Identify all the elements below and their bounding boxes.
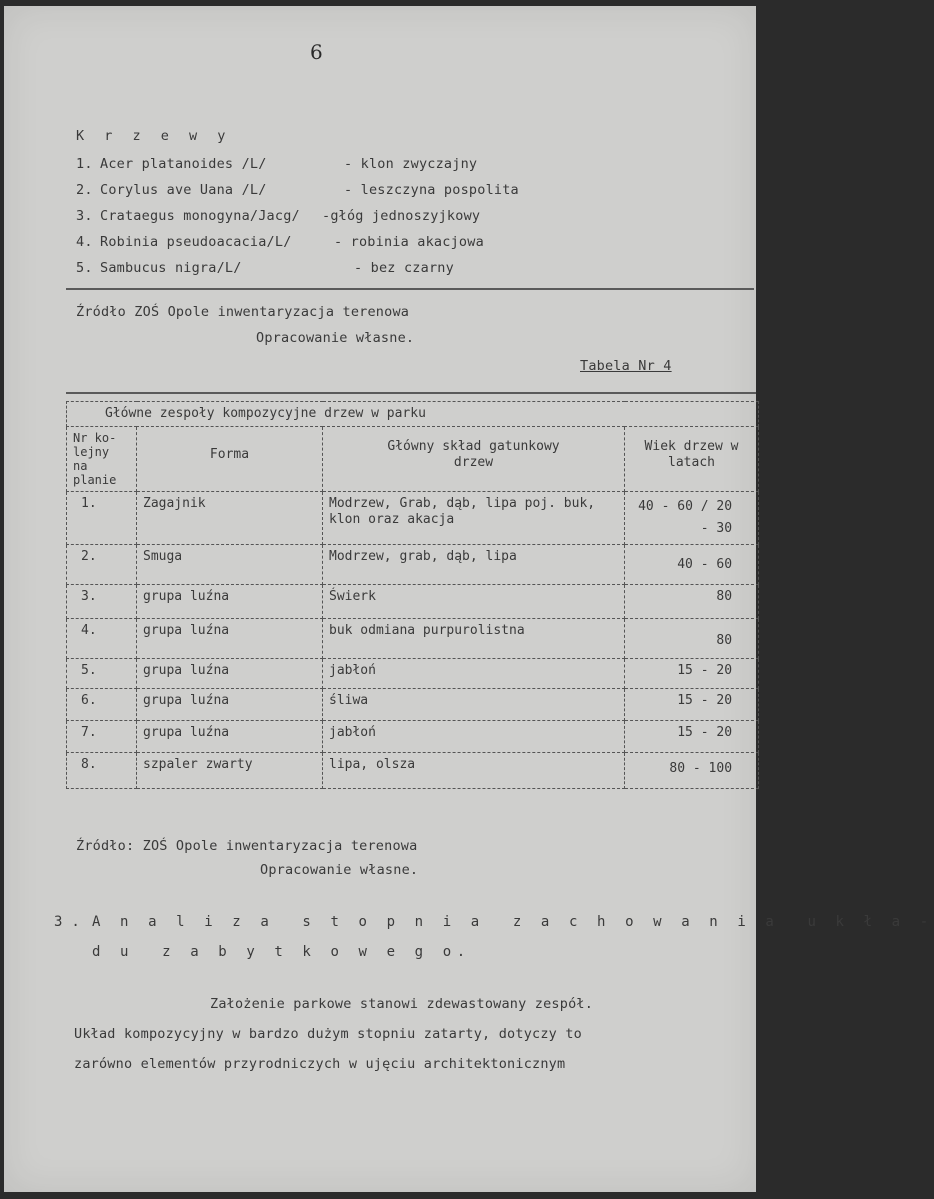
section-title: A n a l i z a s t o p n i a z a c h o w a n i a u k ł a - (92, 914, 934, 930)
document-page (4, 6, 934, 1192)
row-number: 8. (67, 753, 137, 789)
row-number: 3. (67, 585, 137, 619)
source-line: Źródło ZOŚ Opole inwentaryzacja terenowa (76, 304, 410, 320)
shrub-polish: -głóg jednoszyjkowy (322, 208, 481, 224)
row-age: 80 - 100 (625, 753, 759, 789)
shrub-number: 3. (76, 208, 93, 224)
row-form: grupa luźna (137, 619, 323, 659)
shrub-latin: Crataegus monogyna/Jacg/ (100, 208, 300, 224)
row-age: 80 (625, 585, 759, 619)
shrub-number: 5. (76, 260, 93, 276)
row-species: Świerk (323, 585, 625, 619)
row-species: jabłoń (323, 659, 625, 689)
divider-line (66, 288, 754, 290)
row-number: 5. (67, 659, 137, 689)
row-age: 15 - 20 (625, 721, 759, 753)
row-species: jabłoń (323, 721, 625, 753)
table-row (67, 721, 759, 753)
shrub-number: 4. (76, 234, 93, 250)
table-header-row (67, 427, 759, 492)
section-heading: K r z e w y (76, 128, 232, 144)
shrub-latin: Robinia pseudoacacia/L/ (100, 234, 292, 250)
row-form: grupa luźna (137, 689, 323, 721)
row-number: 6. (67, 689, 137, 721)
paragraph-line: Założenie parkowe stanowi zdewastowany zespół. (210, 996, 594, 1012)
shrub-polish: - robinia akacjowa (334, 234, 484, 250)
row-age: 40 - 60 / 20 - 30 (625, 492, 759, 545)
shrub-polish: - leszczyna pospolita (344, 182, 519, 198)
row-form: szpaler zwarty (137, 753, 323, 789)
table-title-row (67, 402, 759, 427)
table-row (67, 585, 759, 619)
row-species: Modrzew, grab, dąb, lipa (323, 545, 625, 585)
table-row (67, 659, 759, 689)
row-form: Smuga (137, 545, 323, 585)
row-number: 7. (67, 721, 137, 753)
table-row (67, 619, 759, 659)
row-form: grupa luźna (137, 659, 323, 689)
row-form: Zagajnik (137, 492, 323, 545)
row-number: 1. (67, 492, 137, 545)
shrub-latin: Corylus ave Uana /L/ (100, 182, 267, 198)
source-note: Opracowanie własne. (260, 862, 419, 878)
header-form: Forma (137, 427, 323, 492)
row-age: 15 - 20 (625, 659, 759, 689)
section-number: 3. (54, 914, 89, 930)
row-age: 40 - 60 (625, 545, 759, 585)
source-line: Źródło: ZOŚ Opole inwentaryzacja terenowa (76, 838, 418, 854)
shrub-polish: - bez czarny (354, 260, 454, 276)
table-row (67, 492, 759, 545)
shrub-polish: - klon zwyczajny (344, 156, 478, 172)
table-row (67, 753, 759, 789)
header-age: Wiek drzew w latach (625, 427, 759, 492)
header-number: Nr ko- lejny na planie (67, 427, 137, 492)
source-note: Opracowanie własne. (256, 330, 415, 346)
paragraph-line: Układ kompozycyjny w bardzo dużym stopniu zatarty, dotyczy to (74, 1026, 582, 1042)
row-number: 2. (67, 545, 137, 585)
trees-table (66, 401, 759, 789)
table-row (67, 545, 759, 585)
row-age: 15 - 20 (625, 689, 759, 721)
shrub-number: 1. (76, 156, 93, 172)
row-species: buk odmiana purpurolistna (323, 619, 625, 659)
table-label: Tabela Nr 4 (580, 358, 672, 374)
table-row (67, 689, 759, 721)
page-number: 6 (310, 40, 323, 64)
header-species: Główny skład gatunkowy drzew (323, 427, 625, 492)
paragraph-line: zarówno elementów przyrodniczych w ujęciu architektonicznym (74, 1056, 566, 1072)
row-number: 4. (67, 619, 137, 659)
shrub-number: 2. (76, 182, 93, 198)
table-top-rule (66, 392, 756, 394)
row-form: grupa luźna (137, 585, 323, 619)
shrub-latin: Sambucus nigra/L/ (100, 260, 242, 276)
row-form: grupa luźna (137, 721, 323, 753)
table-title: Główne zespoły kompozycyjne drzew w parku (67, 402, 759, 427)
row-species: lipa, olsza (323, 753, 625, 789)
row-age: 80 (625, 619, 759, 659)
section-title-continued: d u z a b y t k o w e g o. (92, 944, 471, 960)
shrub-latin: Acer platanoides /L/ (100, 156, 267, 172)
row-species: Modrzew, Grab, dąb, lipa poj. buk, klon oraz akacja (323, 492, 625, 545)
row-species: śliwa (323, 689, 625, 721)
